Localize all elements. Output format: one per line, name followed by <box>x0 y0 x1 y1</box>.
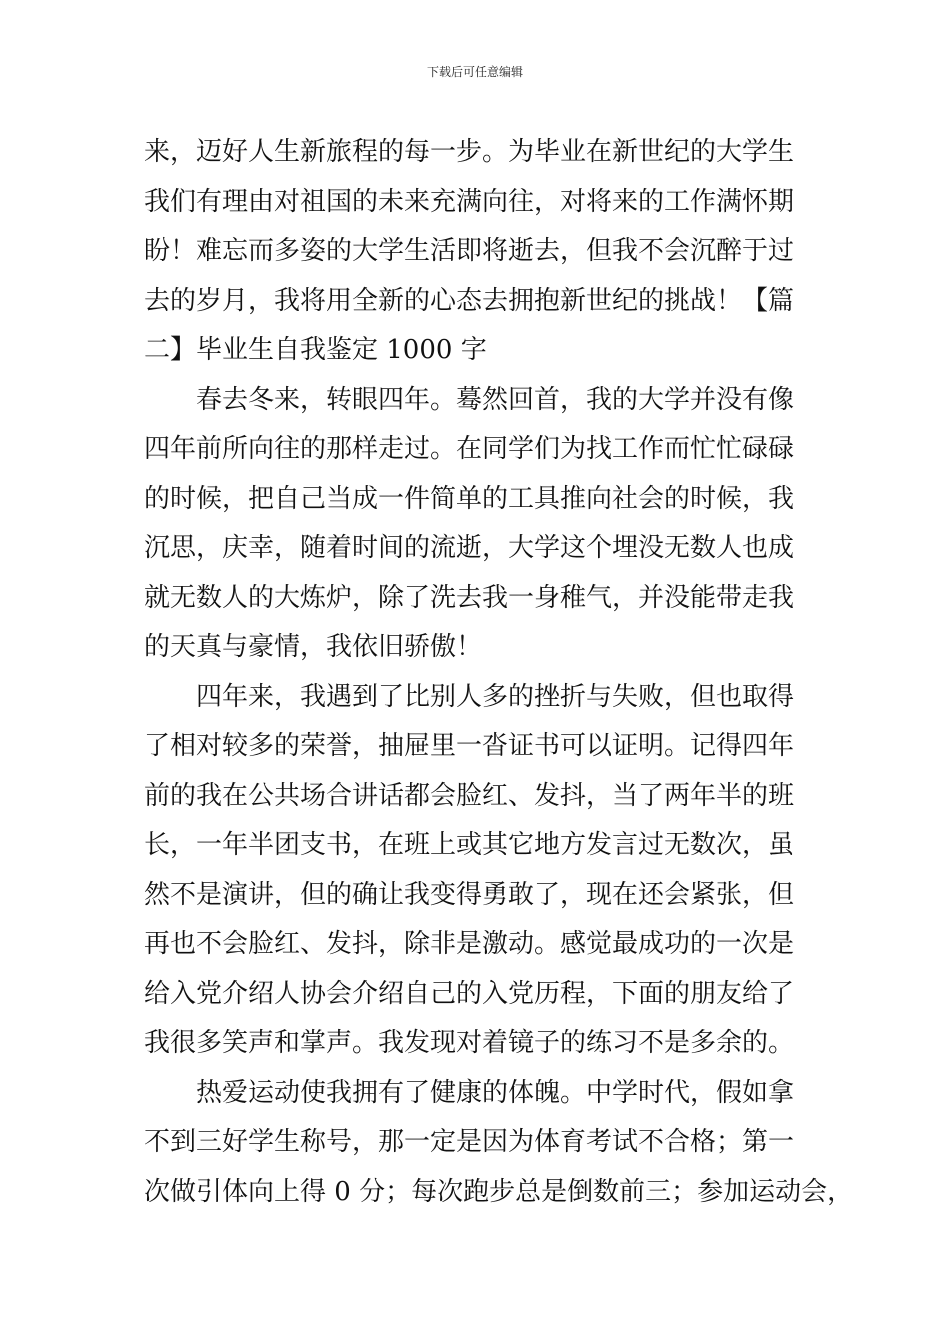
text-line: 就无数人的大炼炉，除了洗去我一身稚气，并没能带走我 <box>144 582 795 613</box>
text-line: 的时候，把自己当成一件简单的工具推向社会的时候，我 <box>144 483 795 514</box>
text-line: 然不是演讲，但的确让我变得勇敢了，现在还会紧张，但 <box>144 879 795 910</box>
text-line: 次做引体向上得 0 分；每次跑步总是倒数前三；参加运动会， <box>144 1176 854 1207</box>
text-line: 四年前所向往的那样走过。在同学们为找工作而忙忙碌碌 <box>144 434 795 464</box>
text-line: 来，迈好人生新旅程的每一步。为毕业在新世纪的大学生 <box>144 137 795 167</box>
text-line: 不到三好学生称号，那一定是因为体育考试不合格；第一 <box>144 1127 795 1157</box>
section-heading-line: 二】毕业生自我鉴定 1000 字 <box>144 335 487 365</box>
text-line: 去的岁月，我将用全新的心态去拥抱新世纪的挑战！【篇 <box>144 285 795 316</box>
document-body <box>144 128 854 1217</box>
text-line: 长，一年半团支书，在班上或其它地方发言过无数次，虽 <box>144 830 795 860</box>
text-line: 的天真与豪情，我依旧骄傲！ <box>144 632 483 662</box>
text-line: 前的我在公共场合讲话都会脸红、发抖，当了两年半的班 <box>144 780 795 811</box>
text-line: 了相对较多的荣誉，抽屉里一沓证书可以证明。记得四年 <box>144 731 795 761</box>
text-line: 我们有理由对祖国的未来充满向往，对将来的工作满怀期 <box>144 186 795 217</box>
paragraph-first-line: 热爱运动使我拥有了健康的体魄。中学时代，假如拿 <box>196 1077 795 1108</box>
text-line: 给入党介绍人协会介绍自己的入党历程，下面的朋友给了 <box>144 978 795 1009</box>
paragraph-first-line: 春去冬来，转眼四年。蓦然回首，我的大学并没有像 <box>196 384 795 415</box>
text-line: 再也不会脸红、发抖，除非是激动。感觉最成功的一次是 <box>144 929 795 959</box>
text-line: 沉思，庆幸，随着时间的流逝，大学这个埋没无数人也成 <box>144 533 795 563</box>
paragraph-first-line: 四年来，我遇到了比别人多的挫折与失败，但也取得 <box>196 681 795 712</box>
text-line: 我很多笑声和掌声。我发现对着镜子的练习不是多余的。 <box>144 1028 795 1058</box>
page-header: 下载后可任意编辑 <box>426 65 523 79</box>
text-line: 盼！难忘而多姿的大学生活即将逝去，但我不会沉醉于过 <box>144 236 795 266</box>
